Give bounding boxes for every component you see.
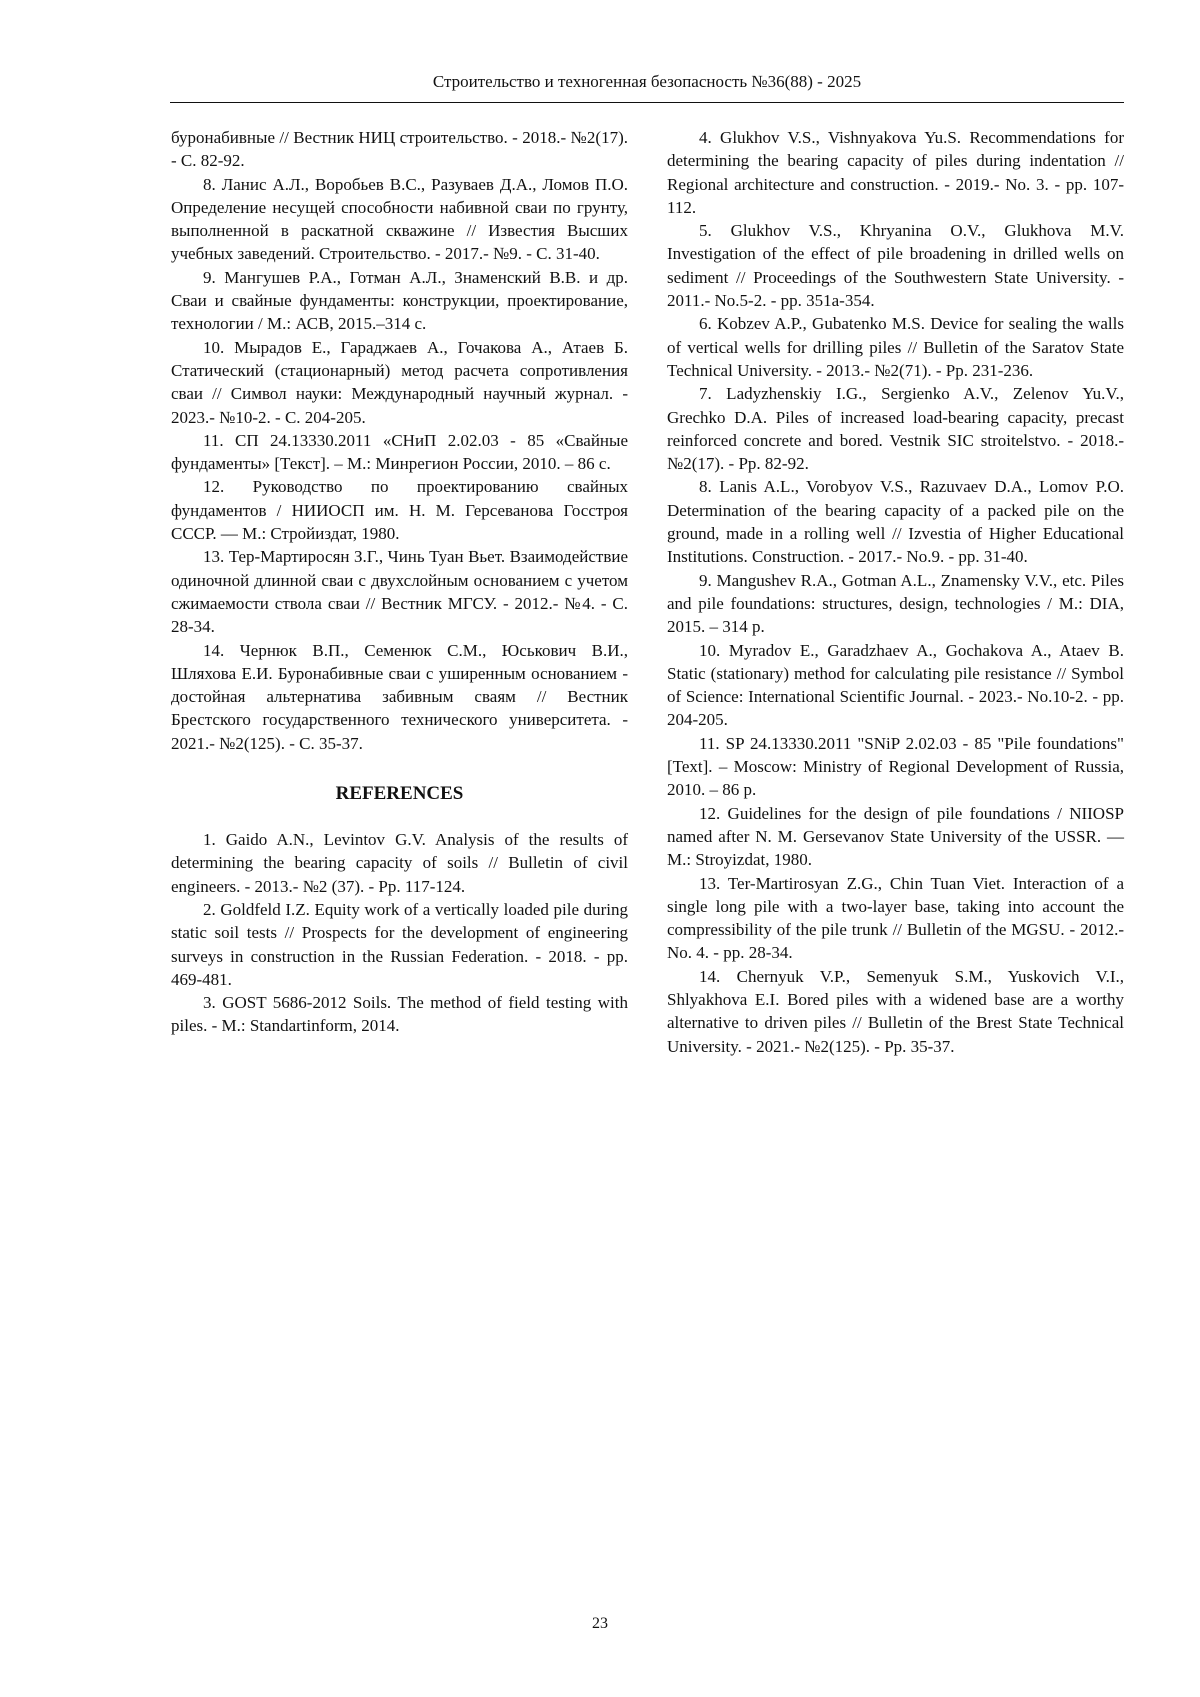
journal-header: Строительство и техногенная безопасность №36(88) - 2025 [432,72,862,91]
page-number: 23 [592,1615,608,1632]
reference-item: 6. Kobzev A.P., Gubatenko M.S. Device for sealing the walls of vertical wells for drilling piles // Bulletin of the Saratov State Technical University. - 2013.- №2(71). - Pp. 231-236. [667,314,1124,380]
reference-item: 8. Lanis A.L., Vorobyov V.S., Razuvaev D.A., Lomov P.O. Determination of the bearing capacity of a packed pile on the ground, made in a rolling well // Izvestia of Higher Educational Institutions. Construction. - 2017.- No.9. - pp. 31-40. [667,477,1124,567]
reference-item: 9. Mangushev R.A., Gotman A.L., Znamensky V.V., etc. Piles and pile foundations: structures, design, technologies / M.: DIA, 2015. – 314 p. [667,570,1124,637]
reference-item: 14. Чернюк В.П., Семенюк С.М., Юськович В.И., Шляхова Е.И. Буронабивные сваи с уширенным основанием - достойная альтернатива забивным сваям // Вестник Брестского государственного технического университета. - 2021.- №2(125). - С. 35-37. [171,640,628,753]
reference-item: 7. Ladyzhenskiy I.G., Sergienko A.V., Zelenov Yu.V., Grechko D.A. Piles of increased load-bearing capacity, precast reinforced concrete and bored. Vestnik SIC stroitelstvo. - 2018.- №2(17). - Pp. 82-92. [667,384,1124,474]
reference-item: 10. Myradov E., Garadzhaev A., Gochakova A., Ataev B. Static (stationary) method for calculating pile resistance // Symbol of Science: International Scientific Journal. - 2023.- No.10-2. - pp. 204-205. [667,640,1124,730]
reference-item: 8. Ланис А.Л., Воробьев В.С., Разуваев Д.А., Ломов П.О. Определение несущей способности набивной сваи по грунту, выполненной в раскатной скважине // Известия Высших учебных заведений. Строительство. - 2017.- №9. - С. 31-40. [171,174,628,264]
reference-item: 11. СП 24.13330.2011 «СНиП 2.02.03 - 85 «Свайные фундаменты» [Текст]. – М.: Минрегион России, 2010. – 86 с. [171,430,628,474]
reference-item: 13. Тер-Мартиросян З.Г., Чинь Туан Вьет. Взаимодействие одиночной длинной сваи с двухслойным основанием с учетом сжимаемости ствола сваи // Вестник МГСУ. - 2012.- №4. - С. 28-34. [171,547,628,637]
header-divider [170,102,1124,103]
left-column [171,126,628,1038]
reference-continuation: буронабивные // Вестник НИЦ строительство. - 2018.- №2(17). - С. 82-92. [171,128,628,171]
reference-item: 3. GOST 5686-2012 Soils. The method of field testing with piles. - M.: Standartinform, 2014. [171,993,628,1036]
reference-item: 11. SP 24.13330.2011 "SNiP 2.02.03 - 85 "Pile foundations" [Text]. – Moscow: Ministry of Regional Development of Russia, 2010. – 86 p. [667,733,1124,800]
reference-item: 12. Guidelines for the design of pile foundations / NIIOSP named after N. M. Gersevanov State University of the USSR. — M.: Stroyizdat, 1980. [667,803,1124,870]
references-heading: REFERENCES [335,783,464,805]
reference-item: 1. Gaido A.N., Levintov G.V. Analysis of the results of determining the bearing capacity of soils // Bulletin of civil engineers. - 2013.- №2 (37). - Pp. 117-124. [171,830,628,896]
right-column [667,126,1124,1058]
reference-item: 10. Мырадов Е., Гараджаев А., Гочакова А., Атаев Б. Статический (стационарный) метод расчета сопротивления сваи // Символ науки: Международный научный журнал. - 2023.- №10-2. - С. 204-205. [171,337,628,427]
reference-item: 12. Руководство по проектированию свайных фундаментов / НИИОСП им. Н. М. Герсеванова Госстроя СССР. — М.: Стройиздат, 1980. [171,477,628,544]
reference-item: 2. Goldfeld I.Z. Equity work of a vertically loaded pile during static soil tests // Prospects for the development of engineering surveys in construction in the Russian Federation. - 2018. - pp. 469-481. [171,899,628,989]
reference-item: 14. Chernyuk V.P., Semenyuk S.M., Yuskovich V.I., Shlyakhova E.I. Bored piles with a widened base are a worthy alternative to driven piles // Bulletin of the Brest State Technical University. - 2021.- №2(125). - Pp. 35-37. [667,966,1124,1056]
reference-item: 4. Glukhov V.S., Vishnyakova Yu.S. Recommendations for determining the bearing capacity of piles during indentation // Regional architecture and construction. - 2019.- No. 3. - pp. 107-112. [667,128,1124,217]
reference-item: 13. Ter-Martirosyan Z.G., Chin Tuan Viet. Interaction of a single long pile with a two-layer base, taking into account the compressibility of the pile trunk // Bulletin of the MGSU. - 2012.- No. 4. - pp. 28-34. [667,873,1124,963]
reference-item: 9. Мангушев Р.А., Готман А.Л., Знаменский В.В. и др. Сваи и свайные фундаменты: конструкции, проектирование, технологии / М.: АСВ, 2015.–314 с. [171,267,628,334]
reference-item: 5. Glukhov V.S., Khryanina O.V., Glukhova M.V. Investigation of the effect of pile broadening in drilled wells on sediment // Proceedings of the Southwestern State University. - 2011.- No.5-2. - pp. 351a-354. [667,221,1124,311]
